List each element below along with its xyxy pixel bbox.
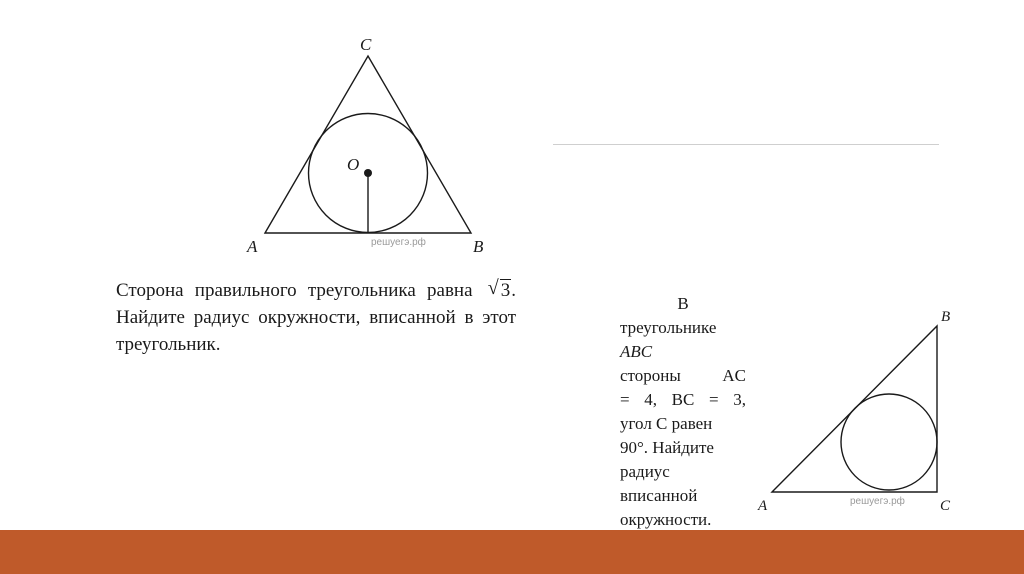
problem1-text-after: . Найдите радиус окружности, вписанной в этот треугольник. bbox=[116, 280, 516, 355]
sqrt-icon: √ bbox=[487, 277, 499, 299]
vertex-label-a: A bbox=[758, 498, 768, 514]
problem2-line: вписанной bbox=[620, 486, 698, 505]
problem2-line: радиус bbox=[620, 462, 670, 481]
accent-bar bbox=[0, 530, 1024, 574]
problem2-line: окружности. bbox=[620, 510, 712, 529]
vertex-label-c: C bbox=[940, 498, 951, 514]
problem2-line: = 4, BC = 3, bbox=[620, 390, 746, 409]
divider-line bbox=[553, 144, 939, 145]
problem1-text bbox=[116, 277, 516, 358]
problem2-line: стороны AC bbox=[620, 366, 746, 385]
right-triangle-figure bbox=[750, 300, 980, 522]
inscribed-circle bbox=[841, 394, 937, 490]
problem2-text bbox=[620, 292, 746, 532]
vertex-label-c: C bbox=[360, 35, 372, 54]
sqrt-radicand: 3 bbox=[500, 280, 511, 301]
vertex-label-b: B bbox=[941, 309, 951, 325]
problem2-line: треугольнике bbox=[620, 318, 717, 337]
watermark: решуегэ.рф bbox=[371, 237, 426, 248]
problem2-line: ABC bbox=[620, 342, 653, 361]
problem2-line: 90°. Найдите bbox=[620, 438, 714, 457]
problem1-text-before: Сторона правильного треугольника равна bbox=[116, 280, 473, 301]
problem2-line: угол C равен bbox=[620, 414, 713, 433]
sqrt-expression bbox=[488, 277, 512, 304]
problem2-line: В bbox=[677, 294, 689, 313]
center-point bbox=[364, 169, 372, 177]
vertex-label-a: A bbox=[247, 237, 258, 256]
vertex-label-b: B bbox=[473, 237, 484, 256]
center-label-o: O bbox=[347, 155, 360, 174]
watermark: решуегэ.рф bbox=[850, 496, 905, 507]
